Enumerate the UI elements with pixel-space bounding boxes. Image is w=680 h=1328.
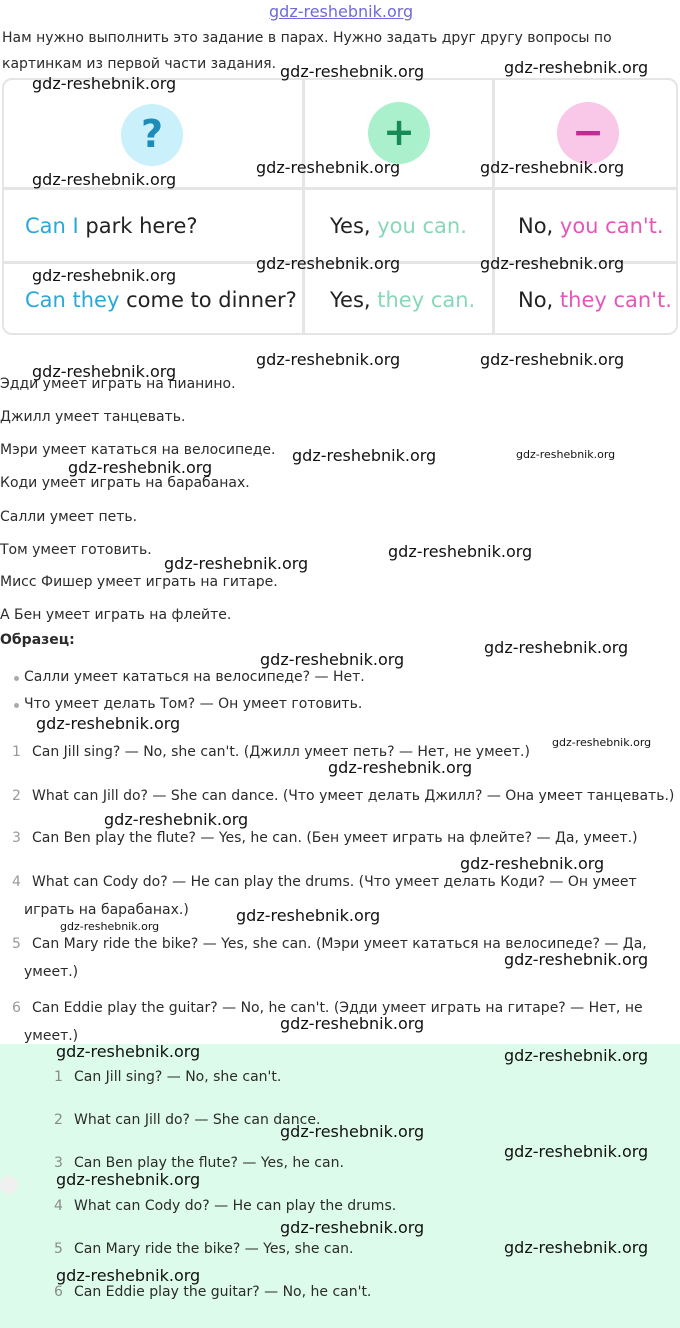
- answer-item: Can Eddie play the guitar? — No, he can't.: [74, 1284, 372, 1300]
- watermark: gdz-reshebnik.org: [280, 1014, 425, 1033]
- row1-question: Can I park here?: [25, 214, 198, 238]
- list-item: Can Mary ride the bike? — Yes, she can. (Мэри умеет кататься на велосипеде? — Да,: [32, 936, 647, 952]
- answer-number: 3: [54, 1155, 63, 1171]
- answer-number: 2: [54, 1112, 63, 1128]
- list-item-cont: играть на барабанах.): [24, 902, 189, 918]
- watermark: gdz-reshebnik.org: [32, 74, 177, 93]
- watermark: gdz-reshebnik.org: [292, 446, 437, 465]
- watermark: gdz-reshebnik.org: [32, 266, 177, 285]
- watermark: gdz-reshebnik.org: [460, 854, 605, 873]
- list-item-cont: умеет.): [24, 964, 79, 980]
- sample-item: Что умеет делать Том? — Он умеет готовить.: [24, 696, 363, 712]
- watermark: gdz-reshebnik.org: [236, 906, 381, 925]
- intro-line-1: Нам нужно выполнить это задание в парах. Нужно задать друг другу вопросы по: [2, 30, 612, 46]
- answer-number: 6: [54, 1284, 63, 1300]
- watermark: gdz-reshebnik.org: [480, 158, 625, 177]
- row2-no: No, they can't.: [518, 288, 672, 312]
- fact-line: Том умеет готовить.: [0, 542, 152, 558]
- watermark: gdz-reshebnik.org: [256, 158, 401, 177]
- row1-yes: Yes, you can.: [330, 214, 467, 238]
- fact-line: Салли умеет петь.: [0, 509, 138, 525]
- phrases-table: [2, 78, 678, 335]
- item-number: 5: [12, 936, 21, 952]
- fact-line: А Бен умеет играть на флейте.: [0, 607, 232, 623]
- item-number: 1: [12, 744, 21, 760]
- fact-line: Мисс Фишер умеет играть на гитаре.: [0, 574, 278, 590]
- watermark: gdz-reshebnik.org: [504, 1142, 649, 1161]
- watermark: gdz-reshebnik.org: [504, 1238, 649, 1257]
- watermark-link[interactable]: gdz-reshebnik.org: [269, 2, 414, 21]
- fact-line: Мэри умеет кататься на велосипеде.: [0, 442, 276, 458]
- list-item: Can Eddie play the guitar? — No, he can't. (Эдди умеет играть на гитаре? — Нет, не: [32, 1000, 643, 1016]
- fact-line: Эдди умеет играть на пианино.: [0, 376, 236, 392]
- watermark: gdz-reshebnik.org: [56, 1170, 201, 1189]
- answer-item: Can Jill sing? — No, she can't.: [74, 1069, 282, 1085]
- intro-line-2: картинкам из первой части задания.: [2, 56, 277, 72]
- watermark: gdz-reshebnik.org: [56, 1042, 201, 1061]
- fact-line: Коди умеет играть на барабанах.: [0, 475, 250, 491]
- watermark: gdz-reshebnik.org: [516, 448, 616, 461]
- row2-question: Can they come to dinner?: [25, 288, 297, 312]
- watermark: gdz-reshebnik.org: [388, 542, 533, 561]
- question-icon: ?: [121, 104, 183, 166]
- watermark: gdz-reshebnik.org: [32, 170, 177, 189]
- watermark: gdz-reshebnik.org: [504, 1046, 649, 1065]
- sample-label: Образец:: [0, 632, 75, 648]
- watermark: gdz-reshebnik.org: [280, 1122, 425, 1141]
- watermark: gdz-reshebnik.org: [280, 1218, 425, 1237]
- watermark: gdz-reshebnik.org: [164, 554, 309, 573]
- watermark: gdz-reshebnik.org: [504, 950, 649, 969]
- watermark: gdz-reshebnik.org: [260, 650, 405, 669]
- watermark: gdz-reshebnik.org: [504, 58, 649, 77]
- list-item: Can Ben play the flute? — Yes, he can. (Бен умеет играть на флейте? — Да, умеет.): [32, 830, 638, 846]
- watermark: gdz-reshebnik.org: [328, 758, 473, 777]
- list-item: Can Jill sing? — No, she can't. (Джилл умеет петь? — Нет, не умеет.): [32, 744, 530, 760]
- watermark: gdz-reshebnik.org: [484, 638, 629, 657]
- watermark: gdz-reshebnik.org: [480, 254, 625, 273]
- answer-number: 1: [54, 1069, 63, 1085]
- item-number: 2: [12, 788, 21, 804]
- watermark: gdz-reshebnik.org: [256, 254, 401, 273]
- list-item-cont: умеет.): [24, 1028, 79, 1044]
- watermark: gdz-reshebnik.org: [280, 62, 425, 81]
- watermark: gdz-reshebnik.org: [552, 736, 652, 749]
- watermark: gdz-reshebnik.org: [32, 362, 177, 381]
- answer-item: What can Jill do? — She can dance.: [74, 1112, 321, 1128]
- fact-line: Джилл умеет танцевать.: [0, 409, 186, 425]
- minus-icon: −: [557, 102, 619, 164]
- watermark: gdz-reshebnik.org: [68, 458, 213, 477]
- play-icon[interactable]: [0, 1176, 18, 1194]
- list-item: What can Jill do? — She can dance. (Что умеет делать Джилл? — Она умеет танцевать.): [32, 788, 675, 804]
- answer-number: 4: [54, 1198, 63, 1214]
- row2-yes: Yes, they can.: [330, 288, 476, 312]
- item-number: 4: [12, 874, 21, 890]
- plus-icon: +: [368, 102, 430, 164]
- answer-number: 5: [54, 1241, 63, 1257]
- watermark: gdz-reshebnik.org: [36, 714, 181, 733]
- list-item: What can Cody do? — He can play the drums. (Что умеет делать Коди? — Он умеет: [32, 874, 637, 890]
- watermark: gdz-reshebnik.org: [60, 920, 160, 933]
- watermark: gdz-reshebnik.org: [480, 350, 625, 369]
- watermark: gdz-reshebnik.org: [256, 350, 401, 369]
- item-number: 6: [12, 1000, 21, 1016]
- sample-item: Салли умеет кататься на велосипеде? — Нет.: [24, 669, 365, 685]
- answer-item: Can Mary ride the bike? — Yes, she can.: [74, 1241, 354, 1257]
- watermark: gdz-reshebnik.org: [104, 810, 249, 829]
- answer-item: What can Cody do? — He can play the drums.: [74, 1198, 397, 1214]
- watermark: gdz-reshebnik.org: [56, 1266, 201, 1285]
- answer-item: Can Ben play the flute? — Yes, he can.: [74, 1155, 344, 1171]
- item-number: 3: [12, 830, 21, 846]
- row1-no: No, you can't.: [518, 214, 664, 238]
